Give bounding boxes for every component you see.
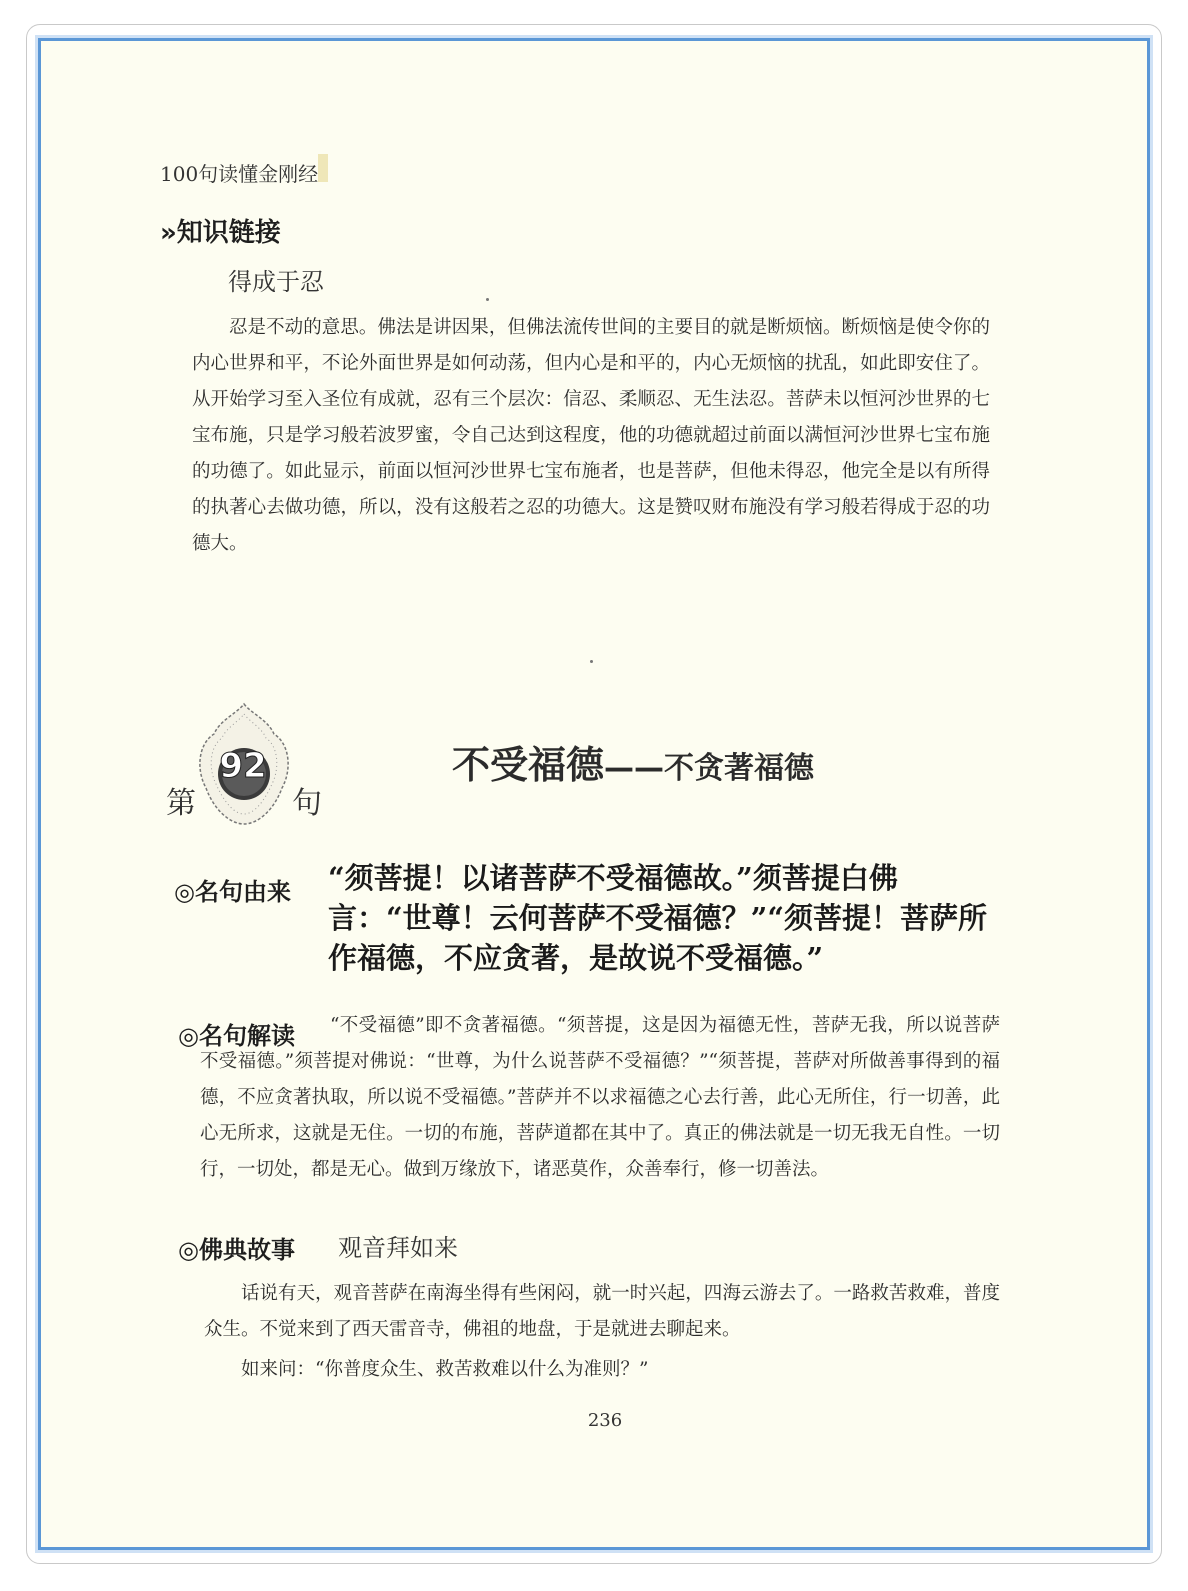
knowledge-subtitle: 得成于忍	[228, 268, 324, 296]
speck	[486, 298, 489, 301]
story-title: 观音拜如来	[338, 1234, 458, 1262]
origin-quote: “须菩提！以诸菩萨不受福德故。”须菩提白佛言：“世尊！云何菩萨不受福德？”“须菩提！菩萨所作福德，不应贪著，是故说不受福德。”	[328, 861, 988, 975]
story-paragraph: 话说有天，观音菩萨在南海坐得有些闲闷，就一时兴起，四海云游去了。一路救苦救难，普度众生。不觉来到了西天雷音寺，佛祖的地盘，于是就进去聊起来。	[204, 1283, 1000, 1340]
story-paragraph: 如来问：“你普度众生、救苦救难以什么为准则？”	[241, 1359, 649, 1380]
chapter-title	[452, 734, 814, 789]
interpretation-paragraph: “不受福德”即不贪著福德。“须菩提，这是因为福德无性，菩萨无我，所以说菩萨不受福德。”须菩提对佛说：“世尊，为什么说菩萨不受福德？”“须菩提，菩萨对所做善事得到的福德，不应贪著执取，所以说不受福德。”菩萨并不以求福德之心去行善，此心无所住，行一切善，此心无所求，这就是无住。一切的布施，菩萨道都在其中了。真正的佛法就是一切无我无自性。一切行，一切处，都是无心。做到万缘放下，诸恶莫作，众善奉行，修一切善法。	[200, 1015, 1000, 1180]
story-label: ◎佛典故事	[178, 1236, 295, 1264]
double-chevron-icon: »	[160, 218, 177, 248]
interpretation-label: ◎名句解读	[178, 1022, 295, 1050]
chapter-title-dash: ——	[604, 751, 665, 786]
badge-prefix: 第	[166, 786, 196, 821]
badge-suffix: 句	[292, 786, 322, 821]
badge-number: 92	[219, 746, 267, 786]
chapter-title-main: 不受福德	[452, 743, 605, 787]
knowledge-heading-text: 知识链接	[176, 218, 281, 248]
knowledge-heading	[160, 212, 281, 249]
speck	[590, 660, 593, 663]
knowledge-paragraph: 忍是不动的意思。佛法是讲因果，但佛法流传世间的主要目的就是断烦恼。断烦恼是使令你的内心世界和平，不论外面世界是如何动荡，但内心是和平的，内心无烦恼的扰乱，如此即安住了。从开始学习至入圣位有成就，忍有三个层次：信忍、柔顺忍、无生法忍。菩萨未以恒河沙世界的七宝布施，只是学习般若波罗蜜，令自己达到这程度，他的功德就超过前面以满恒河沙世界七宝布施的功德了。如此显示，前面以恒河沙世界七宝布施者，也是菩萨，但他未得忍，他完全是以有所得的执著心去做功德，所以，没有这般若之忍的功德大。这是赞叹财布施没有学习般若得成于忍的功德大。	[192, 317, 990, 554]
origin-label: ◎名句由来	[174, 878, 291, 906]
chapter-title-sub: 不贪著福德	[664, 751, 815, 786]
running-header: 100句读懂金刚经	[160, 162, 319, 186]
header-mark	[318, 154, 328, 182]
sentence-badge	[166, 700, 326, 830]
page-number: 236	[587, 1410, 623, 1431]
